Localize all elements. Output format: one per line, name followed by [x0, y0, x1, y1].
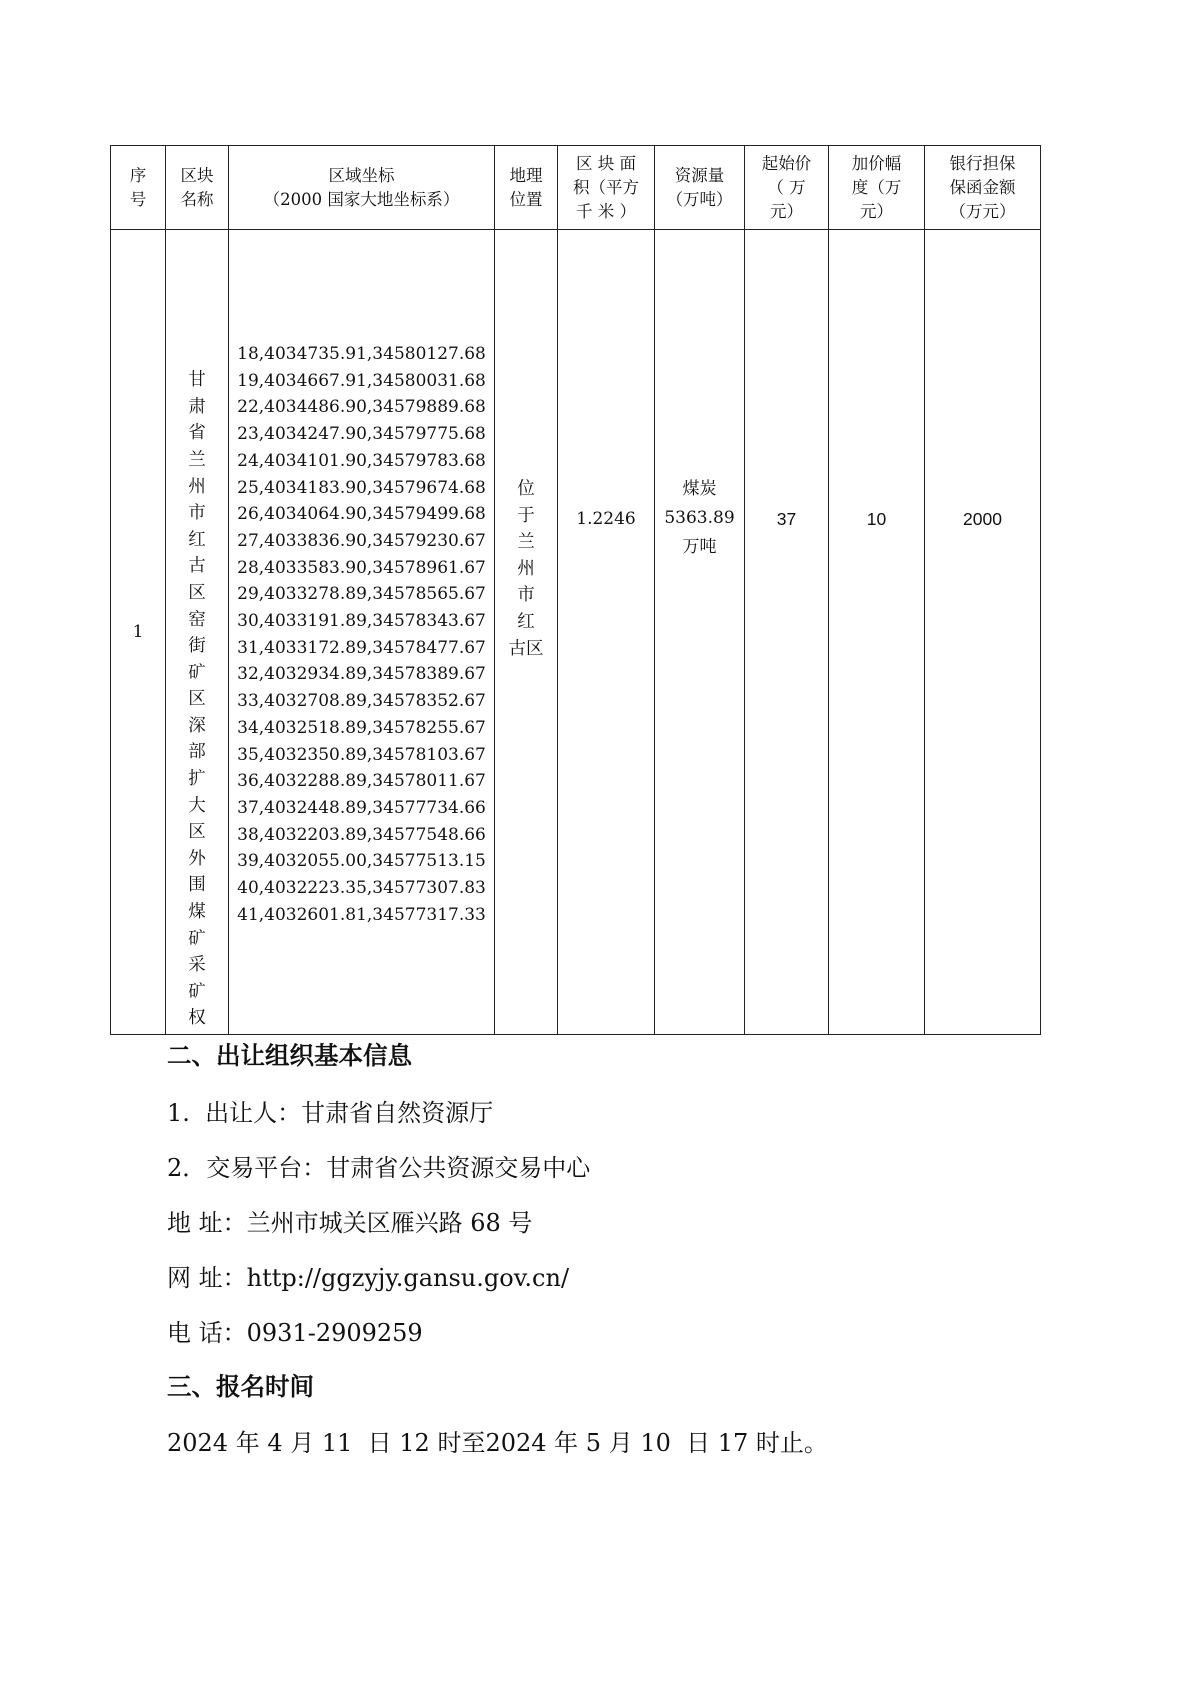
- cell-location: 位 于 兰 州 市 红 古区: [495, 230, 558, 1035]
- cell-resources: 煤炭 5363.89 万吨: [655, 230, 745, 1035]
- header-index: 序 号: [111, 146, 166, 230]
- cell-area: 1.2246: [558, 230, 655, 1035]
- cell-increment: 10: [829, 230, 925, 1035]
- phone-line: 电 话：0931-2909259: [167, 1319, 423, 1347]
- transfer-block-table: [110, 145, 1041, 1035]
- cell-coordinates: 18,4034735.91,34580127.68 19,4034667.91,34580031.68 22,4034486.90,34579889.68 23,4034247.90,34579775.68 24,4034101.90,34579783.68 25,4034183.90,34579674.68 26,4034064.90,34579499.68 27,4033836.90,34579230.67 28,4033583.90,34578961.67 29,4033278.89,34578565.67 30,4033191.89,34578343.67 31,4033172.89,34578477.67 32,4032934.89,34578389.67 33,4032708.89,34578352.67 34,4032518.89,34578255.67 35,4032350.89,34578103.67 36,4032288.89,34578011.67 37,4032448.89,34577734.66 38,4032203.89,34577548.66 39,4032055.00,34577513.15 40,4032223.35,34577307.83 41,4032601.81,34577317.33: [229, 230, 495, 1035]
- platform-line: 2．交易平台：甘肃省公共资源交易中心: [167, 1154, 591, 1182]
- cell-index: 1: [111, 230, 166, 1035]
- cell-block-name: 甘 肃 省 兰 州 市 红 古 区 窑 街 矿 区 深 部 扩 大 区 外 围 煤 矿 采 矿 权: [166, 230, 229, 1035]
- header-start-price: 起始价 （ 万 元）: [745, 146, 829, 230]
- header-location: 地理 位置: [495, 146, 558, 230]
- registration-time-line: 2024 年 4 月 11 日 12 时至2024 年 5 月 10 日 17 时止。: [167, 1429, 828, 1457]
- header-block-name: 区块 名称: [166, 146, 229, 230]
- header-increment: 加价幅 度（万 元）: [829, 146, 925, 230]
- address-line: 地 址：兰州市城关区雁兴路 68 号: [167, 1209, 533, 1237]
- section-heading-organization: 二、出让组织基本信息: [167, 1041, 412, 1070]
- grantor-line: 1. 出让人：甘肃省自然资源厅: [167, 1099, 494, 1127]
- header-area: 区 块 面 积（平方 千 米 ）: [558, 146, 655, 230]
- cell-guarantee: 2000: [925, 230, 1041, 1035]
- header-resources: 资源量 （万吨）: [655, 146, 745, 230]
- cell-start-price: 37: [745, 230, 829, 1035]
- section-heading-registration: 三、报名时间: [167, 1372, 314, 1401]
- table-header-row: [111, 146, 1041, 230]
- header-guarantee: 银行担保 保函金额 （万元）: [925, 146, 1041, 230]
- website-line: 网 址：http://ggzyjy.gansu.gov.cn/: [167, 1264, 570, 1292]
- header-coordinates: 区域坐标 （2000 国家大地坐标系）: [229, 146, 495, 230]
- table-row: [111, 230, 1041, 1035]
